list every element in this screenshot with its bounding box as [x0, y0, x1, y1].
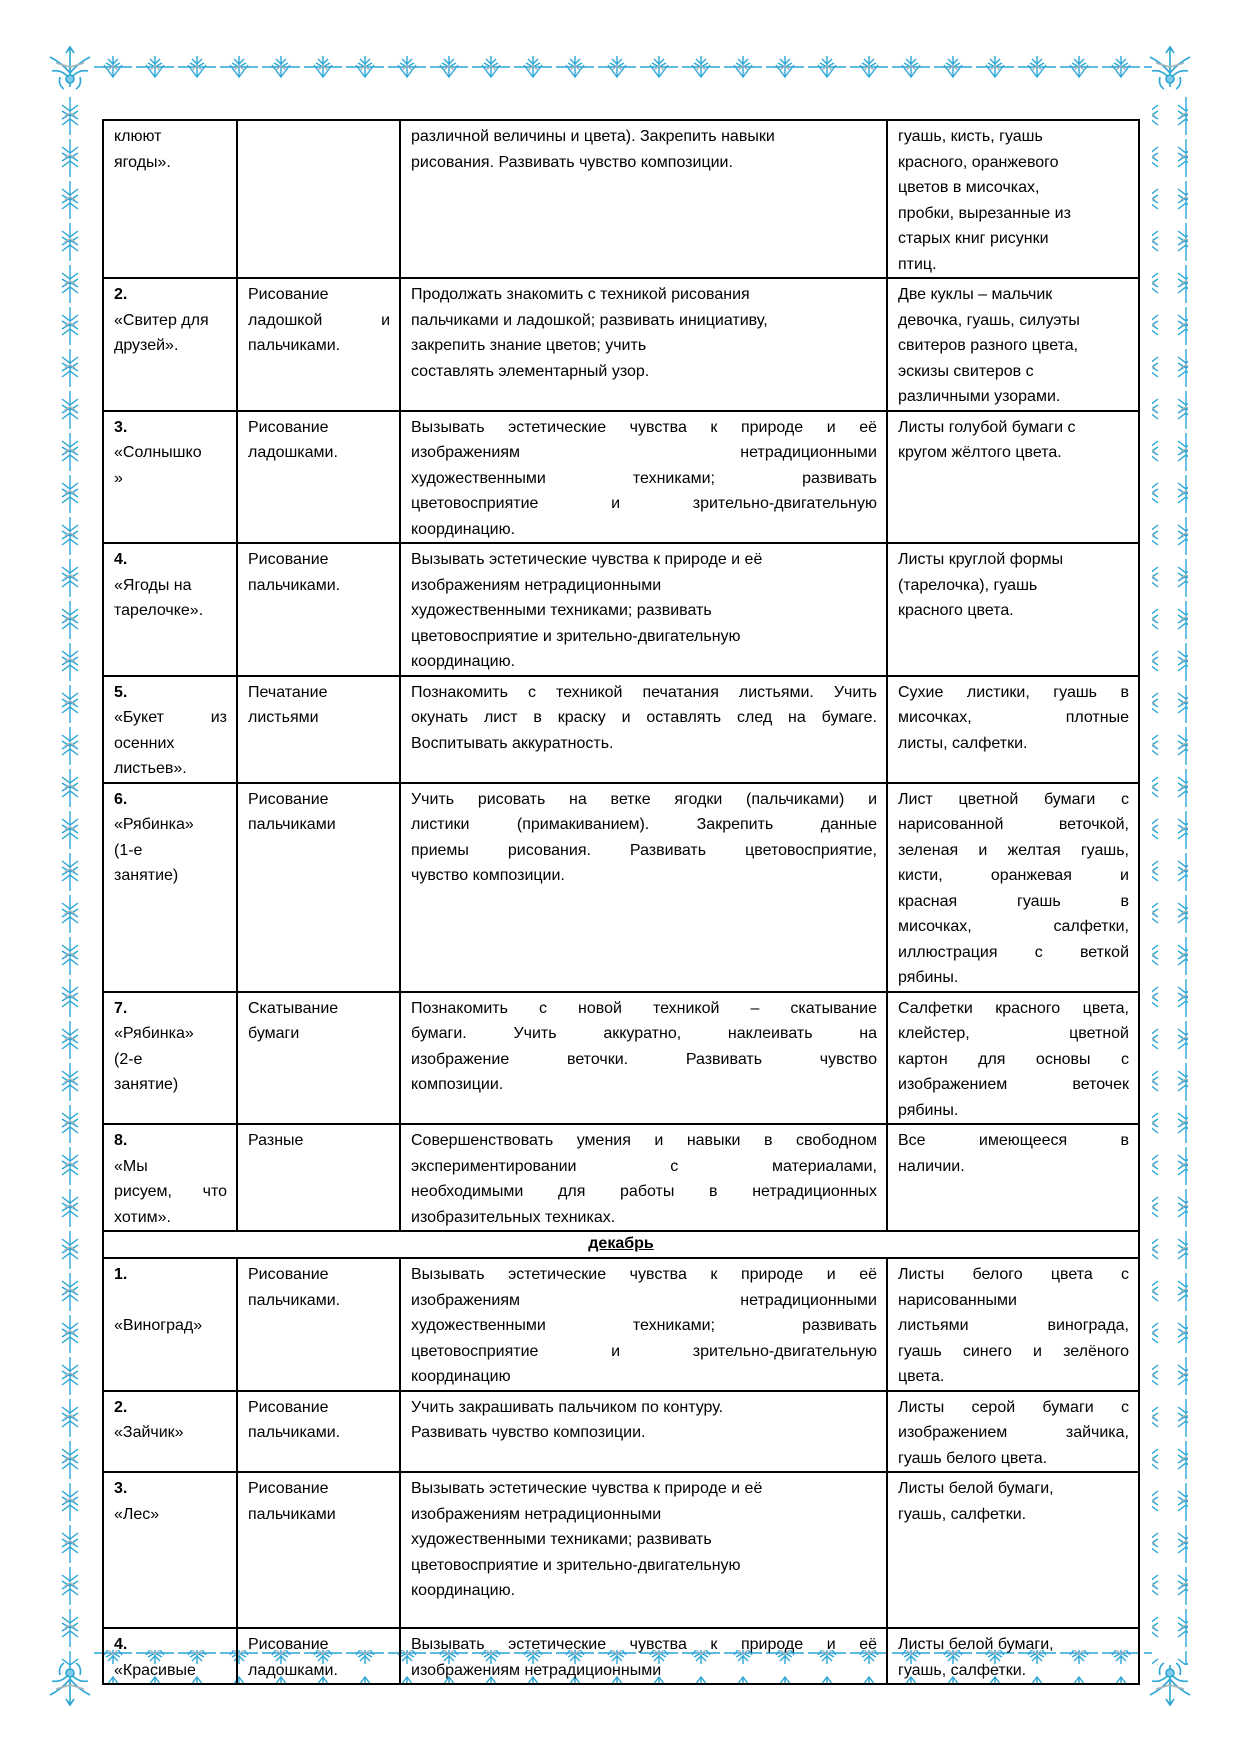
- lesson-title-cell: [103, 1258, 237, 1391]
- cell-text-line: Скатывание: [248, 999, 339, 1017]
- lesson-title-cell: [103, 676, 237, 783]
- technique-cell: [237, 1628, 400, 1684]
- materials-cell: [887, 411, 1139, 544]
- lesson-title-cell: [103, 278, 237, 411]
- technique-cell: [237, 1258, 400, 1391]
- cell-text-line: Рисование: [248, 286, 329, 303]
- cell-text-line: Рисование: [248, 1266, 329, 1283]
- lesson-title-cell: [103, 1628, 237, 1684]
- cell-text-line: рябины.: [898, 1101, 959, 1119]
- cell-text-line: гуашь, кисть, гуашь: [898, 128, 1043, 145]
- cell-text-line: «Букет из: [114, 709, 227, 726]
- cell-text-line: художественными техниками; развивать: [411, 1531, 712, 1548]
- objectives-cell: [400, 1472, 887, 1628]
- cell-text-line: Листы серой бумаги с: [898, 1398, 1129, 1416]
- cell-text-line: гуашь синего и зелёного: [898, 1342, 1129, 1360]
- cell-text-line: изображениям нетрадиционными: [411, 1661, 662, 1679]
- cell-text-line: пальчиками.: [248, 337, 341, 354]
- cell-text-line: листы, салфетки.: [898, 734, 1028, 752]
- cell-text-line: изобразительных техниках.: [411, 1208, 616, 1226]
- cell-text-line: красного, оранжевого: [898, 153, 1059, 171]
- cell-text-line: листьями винограда,: [898, 1317, 1129, 1334]
- cell-text-line: бумаги: [248, 1025, 300, 1042]
- cell-text-line: гуашь, салфетки.: [898, 1661, 1027, 1679]
- cell-text-line: листьев».: [114, 760, 187, 777]
- lesson-number: 8.: [114, 1132, 128, 1149]
- cell-text-line: мисочках, плотные: [898, 709, 1129, 726]
- cell-text-line: Совершенствовать умения и навыки в свободном: [411, 1132, 877, 1149]
- cell-text-line: нарисованными: [898, 1291, 1017, 1309]
- lesson-number: 5.: [114, 683, 128, 701]
- cell-text-line: рисуем, что: [114, 1183, 227, 1200]
- cell-text-line: Вызывать эстетические чувства к природе и её: [411, 1636, 877, 1653]
- cell-text-line: изображениям нетрадиционными: [411, 1291, 877, 1309]
- cell-text-line: Листы голубой бумаги с: [898, 418, 1076, 436]
- cell-text-line: цветов в мисочках,: [898, 179, 1040, 196]
- cell-text-line: (1-е: [114, 841, 143, 859]
- cell-text-line: координацию.: [411, 1582, 516, 1599]
- cell-text-line: красного цвета.: [898, 602, 1014, 619]
- cell-text-line: необходимыми для работы в нетрадиционных: [411, 1183, 877, 1200]
- objectives-cell: [400, 1628, 887, 1684]
- cell-text-line: Печатание: [248, 683, 328, 701]
- month-label: декабрь: [103, 1231, 1139, 1258]
- technique-cell: [237, 1472, 400, 1628]
- cell-text-line: Развивать чувство композиции.: [411, 1424, 646, 1441]
- table-row: [103, 120, 1139, 278]
- cell-text-line: Две куклы – мальчик: [898, 286, 1053, 303]
- cell-text-line: пальчиками: [248, 1505, 336, 1523]
- objectives-cell: [400, 120, 887, 278]
- cell-text-line: художественными техниками; развивать: [411, 469, 877, 487]
- cell-text-line: Вызывать эстетические чувства к природе и её: [411, 418, 877, 436]
- materials-cell: [887, 783, 1139, 992]
- technique-cell: [237, 278, 400, 411]
- cell-text-line: изображением веточек: [898, 1076, 1129, 1093]
- cell-text-line: «Свитер для: [114, 311, 209, 329]
- table-row: [103, 278, 1139, 411]
- cell-text-line: осенних: [114, 734, 175, 752]
- lesson-number: 3.: [114, 418, 128, 436]
- cell-text-line: занятие): [114, 867, 179, 884]
- cell-text-line: гуашь, салфетки.: [898, 1505, 1027, 1523]
- cell-text-line: «Ягоды на: [114, 576, 192, 594]
- objectives-cell: [400, 783, 887, 992]
- lesson-title-cell: [103, 1391, 237, 1473]
- cell-text-line: различными узорами.: [898, 388, 1061, 405]
- corner-ornament-bottom-left: [50, 1663, 90, 1705]
- table-row: [103, 1628, 1139, 1684]
- technique-cell: [237, 1391, 400, 1473]
- cell-text-line: клюют: [114, 128, 162, 145]
- technique-cell: [237, 120, 400, 278]
- table-row: [103, 992, 1139, 1125]
- cell-text-line: гуашь белого цвета.: [898, 1449, 1048, 1467]
- objectives-cell: [400, 278, 887, 411]
- materials-cell: [887, 1628, 1139, 1684]
- cell-text-line: ладошками.: [248, 1661, 338, 1679]
- table-row: [103, 783, 1139, 992]
- cell-text-line: пальчиками.: [248, 1424, 341, 1441]
- cell-text-line: пальчиками и ладошкой; развивать инициативу,: [411, 311, 768, 329]
- cell-text-line: закрепить знание цветов; учить: [411, 337, 647, 354]
- materials-cell: [887, 543, 1139, 676]
- cell-text-line: Сухие листики, гуашь в: [898, 683, 1129, 701]
- lesson-title-cell: [103, 120, 237, 278]
- cell-text-line: Листы круглой формы: [898, 551, 1064, 568]
- cell-text-line: экспериментировании с материалами,: [411, 1157, 877, 1175]
- cell-text-line: «Мы: [114, 1157, 148, 1175]
- lesson-number: 3.: [114, 1480, 128, 1497]
- cell-text-line: Рисование: [248, 1636, 329, 1653]
- corner-ornament-top-left: [50, 47, 90, 89]
- cell-text-line: листики (примакиванием). Закрепить данные: [411, 816, 877, 833]
- cell-text-line: чувство композиции.: [411, 867, 565, 884]
- lesson-title-cell: [103, 543, 237, 676]
- cell-text-line: наличии.: [898, 1157, 965, 1175]
- cell-text-line: Познакомить с новой техникой – скатывание: [411, 999, 877, 1017]
- cell-text-line: Познакомить с техникой печатания листьями. Учить: [411, 683, 877, 701]
- lesson-number: 6.: [114, 790, 128, 808]
- cell-text-line: изображение веточки. Развивать чувство: [411, 1050, 877, 1068]
- cell-text-line: Рисование: [248, 1480, 329, 1497]
- technique-cell: [237, 676, 400, 783]
- cell-text-line: Вызывать эстетические чувства к природе и её: [411, 1480, 763, 1497]
- cell-text-line: окунать лист в краску и оставлять след на бумаге.: [411, 709, 877, 726]
- cell-text-line: координацию.: [411, 520, 516, 538]
- cell-text-line: рисования. Развивать чувство композиции.: [411, 153, 733, 171]
- technique-cell: [237, 992, 400, 1125]
- cell-text-line: ладошками.: [248, 444, 338, 461]
- cell-text-line: картон для основы с: [898, 1050, 1129, 1068]
- cell-text-line: клейстер, цветной: [898, 1025, 1129, 1042]
- cell-text-line: приемы рисования. Развивать цветовосприятие,: [411, 841, 877, 859]
- cell-text-line: Все имеющееся в: [898, 1132, 1129, 1149]
- border-left: [52, 95, 88, 1665]
- objectives-cell: [400, 992, 887, 1125]
- border-top: [92, 50, 1152, 84]
- objectives-cell: [400, 1258, 887, 1391]
- technique-cell: [237, 411, 400, 544]
- cell-text-line: тарелочке».: [114, 602, 204, 619]
- cell-text-line: нарисованной веточкой,: [898, 816, 1129, 833]
- cell-text-line: [114, 1288, 227, 1314]
- cell-text-line: старых книг рисунки: [898, 230, 1049, 247]
- technique-cell: [237, 783, 400, 992]
- lesson-title-cell: [103, 1472, 237, 1628]
- month-header-row: [103, 1231, 1139, 1258]
- materials-cell: [887, 1472, 1139, 1628]
- cell-text-line: Воспитывать аккуратность.: [411, 734, 614, 752]
- cell-text-line: цветовосприятие и зрительно-двигательную: [411, 495, 877, 512]
- technique-cell: [237, 543, 400, 676]
- cell-text-line: «Рябинка»: [114, 816, 194, 833]
- cell-text-line: ягоды».: [114, 153, 171, 171]
- cell-text-line: иллюстрация с веткой: [898, 943, 1129, 961]
- cell-text-line: хотим».: [114, 1208, 171, 1226]
- cell-text-line: Учить рисовать на ветке ягодки (пальчиками) и: [411, 790, 877, 808]
- lesson-number: 4.: [114, 1636, 128, 1653]
- cell-text-line: изображениям нетрадиционными: [411, 1505, 662, 1523]
- cell-text-line: (тарелочка), гуашь: [898, 576, 1038, 594]
- materials-cell: [887, 676, 1139, 783]
- cell-text-line: Листы белой бумаги,: [898, 1480, 1054, 1497]
- cell-text-line: листьями: [248, 709, 319, 726]
- cell-text-line: Листы белой бумаги,: [898, 1636, 1054, 1653]
- materials-cell: [887, 1124, 1139, 1231]
- cell-text-line: мисочках, салфетки,: [898, 918, 1129, 935]
- cell-text-line: Рисование: [248, 551, 329, 568]
- cell-text-line: цветовосприятие и зрительно-двигательную: [411, 627, 741, 645]
- cell-text-line: птиц.: [898, 255, 937, 273]
- lesson-number: 7.: [114, 999, 128, 1017]
- cell-text-line: эскизы свитеров с: [898, 362, 1034, 380]
- lesson-title-cell: [103, 783, 237, 992]
- cell-text-line: Рисование: [248, 418, 329, 436]
- table-row: [103, 676, 1139, 783]
- cell-text-line: различной величины и цвета). Закрепить навыки: [411, 128, 775, 145]
- lesson-plan-table: [102, 119, 1140, 1685]
- cell-text-line: пробки, вырезанные из: [898, 204, 1071, 222]
- cell-text-line: «Рябинка»: [114, 1025, 194, 1042]
- table-row: [103, 1391, 1139, 1473]
- table-row: [103, 1472, 1139, 1628]
- materials-cell: [887, 1391, 1139, 1473]
- cell-text-line: кисти, оранжевая и: [898, 867, 1129, 884]
- cell-text-line: Учить закрашивать пальчиком по контуру.: [411, 1398, 724, 1416]
- cell-text-line: Продолжать знакомить с техникой рисования: [411, 286, 750, 303]
- cell-text-line: девочка, гуашь, силуэты: [898, 311, 1080, 329]
- cell-text-line: Листы белого цвета с: [898, 1266, 1129, 1283]
- cell-text-line: цветовосприятие и зрительно-двигательную: [411, 1556, 741, 1574]
- objectives-cell: [400, 676, 887, 783]
- cell-text-line: пальчиками.: [248, 576, 341, 594]
- cell-text-line: «Лес»: [114, 1505, 160, 1523]
- cell-text-line: зеленая и желтая гуашь,: [898, 841, 1129, 859]
- cell-text-line: свитеров разного цвета,: [898, 337, 1079, 354]
- lesson-number: 2.: [114, 286, 128, 303]
- cell-text-line: художественными техниками; развивать: [411, 1317, 877, 1334]
- objectives-cell: [400, 1124, 887, 1231]
- cell-text-line: изображением зайчика,: [898, 1424, 1129, 1441]
- cell-text-line: «Солнышко: [114, 444, 202, 461]
- cell-text-line: изображениям нетрадиционными: [411, 576, 662, 594]
- cell-text-line: кругом жёлтого цвета.: [898, 444, 1062, 461]
- lesson-number: 2.: [114, 1398, 128, 1416]
- cell-text-line: рябины.: [898, 969, 959, 986]
- cell-text-line: бумаги. Учить аккуратно, наклеивать на: [411, 1025, 877, 1042]
- table-row: [103, 1124, 1139, 1231]
- cell-text-line: друзей».: [114, 337, 179, 354]
- cell-text-line: занятие): [114, 1076, 179, 1093]
- table-row: [103, 411, 1139, 544]
- objectives-cell: [400, 411, 887, 544]
- lesson-title-cell: [103, 992, 237, 1125]
- table-row: [103, 1258, 1139, 1391]
- cell-text-line: цвета.: [898, 1368, 945, 1385]
- materials-cell: [887, 120, 1139, 278]
- materials-cell: [887, 1258, 1139, 1391]
- cell-text-line: ладошкой и: [248, 311, 390, 329]
- cell-text-line: «Виноград»: [114, 1317, 203, 1334]
- cell-text-line: Разные: [248, 1132, 304, 1149]
- corner-ornament-bottom-right: [1150, 1663, 1190, 1705]
- cell-text-line: художественными техниками; развивать: [411, 602, 712, 619]
- cell-text-line: цветовосприятие и зрительно-двигательную: [411, 1342, 877, 1360]
- border-right: [1152, 95, 1188, 1665]
- cell-text-line: Вызывать эстетические чувства к природе и её: [411, 551, 763, 568]
- cell-text-line: Лист цветной бумаги с: [898, 790, 1129, 808]
- cell-text-line: »: [114, 469, 123, 487]
- objectives-cell: [400, 1391, 887, 1473]
- cell-text-line: пальчиками.: [248, 1291, 341, 1309]
- technique-cell: [237, 1124, 400, 1231]
- lesson-title-cell: [103, 411, 237, 544]
- materials-cell: [887, 992, 1139, 1125]
- cell-text-line: «Зайчик»: [114, 1424, 184, 1441]
- cell-text-line: Рисование: [248, 1398, 329, 1416]
- cell-text-line: пальчиками: [248, 816, 336, 833]
- lesson-number: 1.: [114, 1266, 128, 1283]
- objectives-cell: [400, 543, 887, 676]
- lesson-title-cell: [103, 1124, 237, 1231]
- cell-text-line: координацию.: [411, 653, 516, 670]
- cell-text-line: изображениям нетрадиционными: [411, 444, 877, 461]
- cell-text-line: (2-е: [114, 1050, 143, 1068]
- table-row: [103, 543, 1139, 676]
- cell-text-line: составлять элементарный узор.: [411, 362, 650, 380]
- cell-text-line: Салфетки красного цвета,: [898, 999, 1129, 1017]
- cell-text-line: координацию: [411, 1368, 511, 1385]
- lesson-number: 4.: [114, 551, 128, 568]
- cell-text-line: композиции.: [411, 1076, 504, 1093]
- materials-cell: [887, 278, 1139, 411]
- cell-text-line: Рисование: [248, 790, 329, 808]
- corner-ornament-top-right: [1150, 47, 1190, 89]
- cell-text-line: Вызывать эстетические чувства к природе и её: [411, 1266, 877, 1283]
- cell-text-line: красная гуашь в: [898, 892, 1129, 910]
- cell-text-line: «Красивые: [114, 1661, 196, 1679]
